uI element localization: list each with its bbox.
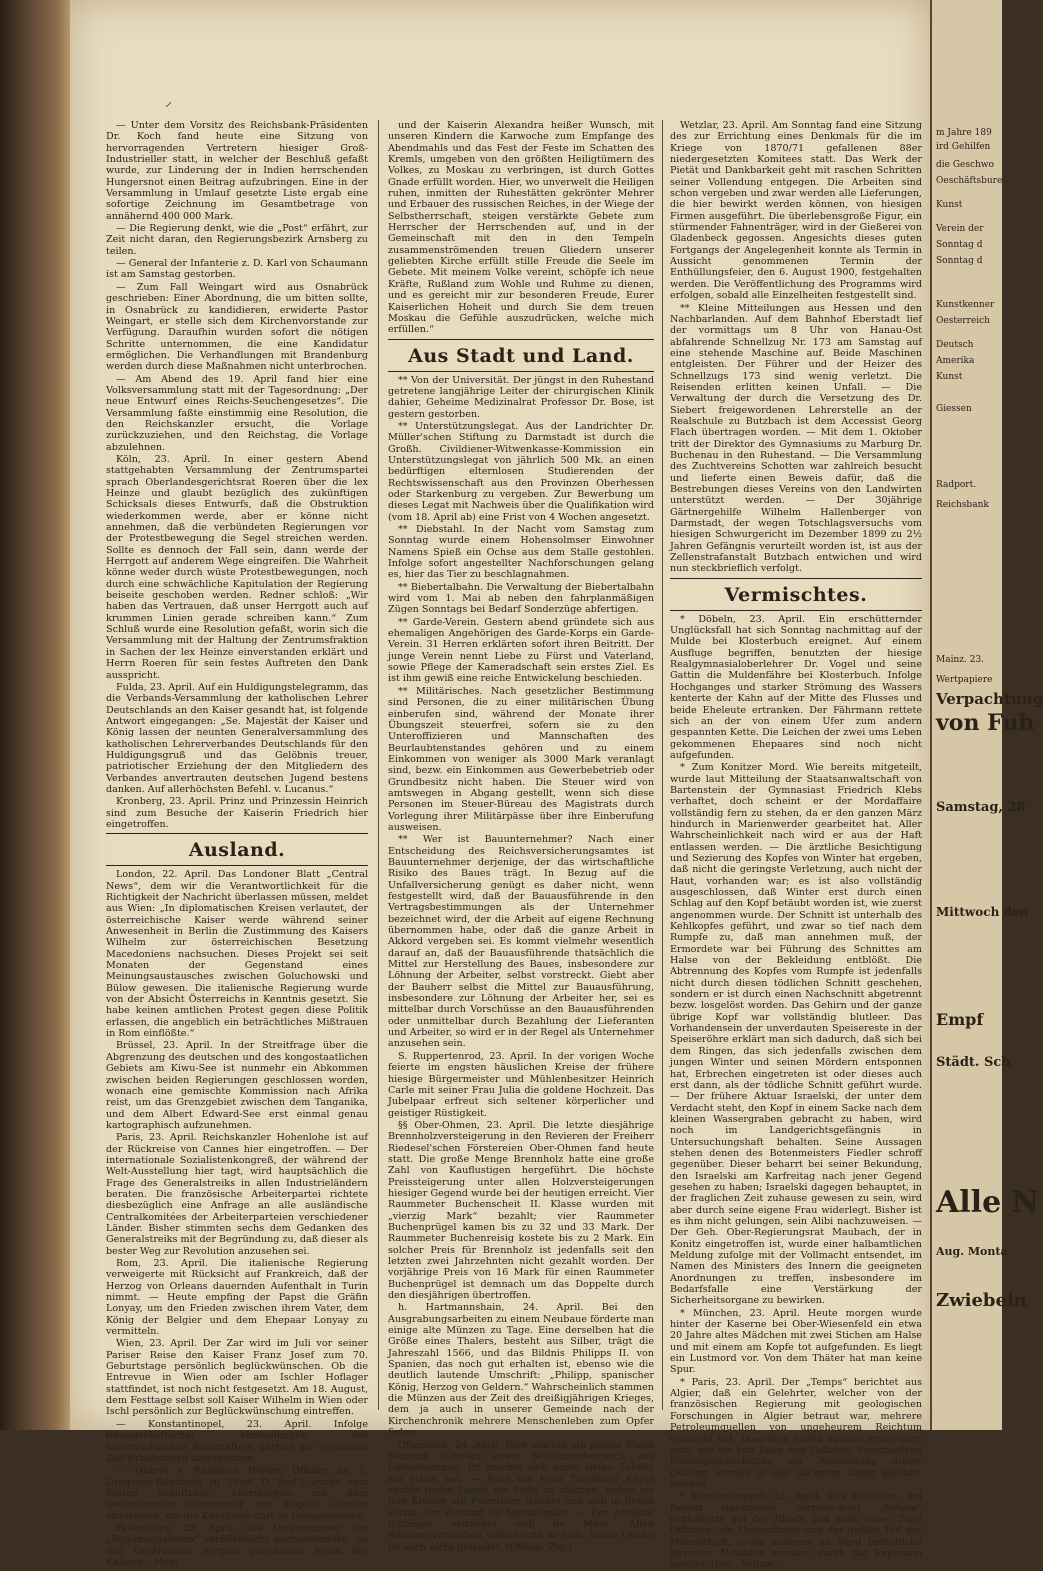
adjacent-page-text: Reichsbank <box>936 500 989 510</box>
article-paragraph: ** Garde-Verein. Gestern abend gründete sich aus ehemaligen Angehörigen des Garde-Korps ein Garde-Verein. 31 Herren erklärten sofort ihren Beitritt. Der junge Verein nennt Liebe zu Fürst und Vaterland, sowie Pflege der Kameradschaft sein erstes Ziel. Es ist ihm gewiß eine reiche Entwickelung beschieden. <box>388 616 654 685</box>
article-paragraph: Paris, 23. April. Reichskanzler Hohenlohe ist auf der Rückreise von Cannes hier eingetroffen. — Der internationale Sozialistenkongreß, der während der Welt-Ausstellung hier tagt, wird hauptsächlich die Frage des Generalstreiks in allen Industrieländern beraten. Die französische Arbeiterpartei richtete diesbezüglich eine Anfrage an alle ausländische Centralkomitées der Arbeiterparteien verschiedener Länder. Bisher stimmten sechs dem Gedanken des Generalstreiks mit der Begründung zu, daß dieser als bester Weg zur Revolution anzusehen sei. <box>106 1132 368 1257</box>
adjacent-page-text: m Jahre 189 <box>936 128 992 138</box>
article-paragraph: ** Wer ist Bauunternehmer? Nach einer Entscheidung des Reichsversicherungsamtes ist Bauunternehmer derjenige, der das wirtschaftliche Risiko des Baues trägt. In Bezug auf die Unfallversicherung genügt es daher nicht, wenn festgestellt wird, daß der Bauausführende in den Vertragsbestimmungen als der Unternehmer bezeichnet wird, der die Arbeit auf eigene Rechnung übernommen habe, oder daß die ganze Arbeit in Akkord vergeben sei. Es kommt vielmehr wesentlich darauf an, daß der Bauausführende thatsächlich die Mittel zur Herstellung des Baues, insbesondere zur Löhnung der Arbeiter, selbst vorstreckt. Giebt aber der Bauherr selbst die Mittel zur Bauausführung, insbesondere zur Löhnung der Arbeiter her, sei es mittelbar durch Vorschüsse an den Bauausführenden oder unmittelbar durch Bezahlung der Lieferanten und Arbeiter, so wird er in der Regel als Unternehmer anzusehen sein. <box>388 834 654 1050</box>
article-paragraph: Köln, 23. April. In einer gestern Abend stattgehabten Versammlung der Zentrumspartei sprach Oberlandesgerichtsrat Roeren über die lex Heinze und glaubt bezüglich des zukünftigen Schicksals dieses Entwurfs, daß die Obstruktion wiederkommen werde, aber er könne nicht annehmen, daß die verbündeten Regierungen vor der Protestbewegung die Segel streichen werden. Sollte es dennoch der Fall sein, dann werde der Herrgott auf anderem Wege eingreifen. Die Wahrheit könne weder durch wüste Protestbewegungen, noch durch eine schwächliche Kapitulation der Regierung beiseite geschoben werden. Redner schloß: „Wir haben das Vertrauen, daß unser Herrgott auch auf krummen Linien gerade schreiben kann.“ Zum Schluß wurde eine Resolution gefaßt, worin sich die Versammlung mit der Haltung der Zentrumsfraktion in Sachen der lex Heinze einverstanden erklärt und Herrn Roeren für sein festes Auftreten den Dank ausspricht. <box>106 453 368 681</box>
section-rule <box>670 610 922 611</box>
article-paragraph: Wien, 23. April. Der Zar wird im Juli vor seiner Pariser Reise den Kaiser Franz Josef zum 70. Geburtstage persönlich beglückwünschen. Ob die Entrevue in Wien oder am Ischler Hoflager stattfindet, ist noch nicht festgesetzt. Am 18. August, dem Festtage selbst soll Kaiser Wilhelm in Wien oder Ischl persönlich zur Beglückwünschung eintreffen. <box>106 1338 368 1418</box>
article-paragraph: * Döbeln, 23. April. Ein erschütternder Unglücksfall hat sich Sonntag nachmittag auf der Mulde bei Klosterbuch ereignet. Auf einem Ausfluge begriffen, benutzten der hiesige Realgymnasialoberlehrer Dr. Vogel und seine Gattin die Muldenfähre bei Klosterbuch. Infolge Hochganges und starker Strömung des Wassers kenterte der Kahn auf der Mitte des Flusses und beide Eheleute ertranken. Der Fährmann rettete sich an der von einem Ufer zum andern gespannten Kette. Die Leichen der zwei ums Leben gekommenen Ehepaares sind noch nicht aufgefunden. <box>670 613 922 761</box>
adjacent-page-heading: Samstag, 28 <box>936 800 1026 815</box>
article-paragraph: — Am Abend des 19. April fand hier eine Volksversammlung statt mit der Tagesordnung: „Der neue Entwurf eines Reichs-Seuchengesetzes“. Die Versammlung faßte einstimmig eine Resolution, die den Reichskanzler ersucht, die Vorlage zurückzuziehen, und den Reichstag, die Vorlage abzulehnen. <box>106 373 368 453</box>
adjacent-page-heading: Städt. Sch <box>936 1055 1011 1070</box>
article-paragraph: §§ Ober-Ohmen, 23. April. Die letzte diesjährige Brennholzversteigerung in den Revieren der Freiherr Riedesel'schen Förstereien Ober-Ohmen fand heute statt. Die große Menge Brennholz hatte eine große Zahl von Kauflustigen hergeführt. Die höchste Preissteigerung unter allen Holzversteigerungen hiesiger Gegend wurde bei der heutigen erreicht. Vier Raummeter Buchenscheit II. Klasse wurden mit „vierzig Mark“ bezahlt; vier Raummeter Buchenprügel kamen bis zu 32 und 33 Mark. Der Raummeter Buchenreisig kostete bis zu 2 Mark. Ein solcher Preis für Brennholz ist jedenfalls seit den letzten zwei Jahrzehnten nicht gezahlt worden. Der vorjährige Preis von 16 Mark für einen Raummeter Buchenprügel ist demnach um das Doppelte durch den diesjährigen übertroffen. <box>388 1119 654 1302</box>
adjacent-page-text: Kunstkenner <box>936 300 995 310</box>
book-spine <box>0 0 70 1430</box>
article-paragraph: Offenbach, 24. April. Hier machte ein junger Mann Namens Schwarz einen Selbstmordversuch aus Liebeskummer. Er brachte sich einen tiefen Schnitt am Halse bei. — Auch die Frau Taglöhner Küpel suchte ihrem Leben ein Ende zu machen, indem sie ihre Kleider mit Petroleum tränkte und sich in Brand setzte. Ihr Zustand ist hoffnungslos. — Der Arbeiter Ritzinger ertränkte sich im Main. Allen Rettungsversuchen widersetzte er sich. Seine Leiche ist noch nicht geländet. (Offenb. Ztg.) <box>388 1439 654 1553</box>
column-rule-2 <box>662 120 663 1410</box>
adjacent-page-text: die Geschwo <box>936 160 994 170</box>
adjacent-page-text: Kunst <box>936 372 963 382</box>
article-paragraph: * Zum Konitzer Mord. Wie bereits mitgeteilt, wurde laut Mitteilung der Staatsanwaltschaft von Bartenstein der Gymnasiast Friedrich Klebs verhaftet, doch scheint er der Mordaffaire vollständig fern zu stehen, da er den ganzen März hindurch in Marienwerder gearbeitet hat. Aller Wahrscheinlichkeit nach wird er aus der Haft entlassen werden. — Die ärztliche Besichtigung und Sezierung des Kopfes von Winter hat ergeben, daß nicht die geringste Verletzung, auch nicht der Haut, vorhanden war; es ist also vollständig ausgeschlossen, daß Winter erst durch einen Schlag auf den Kopf betäubt worden ist, wie zuerst angenommen wurde. Der Schnitt ist unterhalb des Kehlkopfes geführt, und zwar so tief nach dem Rumpfe zu, daß man annehmen muß, der Ermordete war bei Führung des Schnittes am Halse von der Bekleidung entblößt. Die Abtrennung des Kopfes vom Rumpfe ist jedenfalls nicht durch diesen tödlichen Schnitt geschehen, sondern er ist durch einen Nachschnitt abgetrennt bezw. losgelöst worden. Das Gehirn und der ganze übrige Kopf war vollständig blutleer. Das Vorhandensein der unverdauten Speisereste in der Speiseröhre erklärt man sich dadurch, daß sich bei dem Ringen, das sich jedenfalls zwischen dem jungen Winter und seinen Mördern entsponnen hat, Erbrechen eingetreten ist oder dieses auch erst dann, als der tödliche Schnitt geführt wurde. — Der frühere Aktuar Israelski, der unter dem Verdacht steht, den Kopf in einem Sacke nach dem kleinen Wassergraben gebracht zu haben, wird noch im Landgerichtsgefängnis in Untersuchungshaft behalten. Seine Aussagen stehen denen des Botenmeisters Fiedler schroff gegenüber. Dieser beharrt bei seiner Bekundung, den Israelski am Karfreitag nach jener Gegend gesehen zu haben; Israelski dagegen behauptet, in der fraglichen Zeit zuhause gewesen zu sein, wird aber durch seine eigene Frau widerlegt. Bisher ist es ihm nicht gelungen, sein Alibi nachzuweisen. — Der Geh. Ober-Regierungsrat Maubach, der in Konitz eingetroffen ist, wurde einer halbamtlichen Meldung zufolge mit der Vollmacht entsendet, im Namen des Ministers des Innern die geeigneten Anordnungen zu treffen, insbesondere im Bedarfsfalle eine Verstärkung der Sicherheitsorgane zu bewirken. <box>670 762 922 1307</box>
article-paragraph: — Zum Fall Weingart wird aus Osnabrück geschrieben: Einer Abordnung, die um bitten sollte, in Osnabrück zu kandidieren, erwiderte Pastor Weingart, er stelle sich dem Kirchenvorstande zur Verfügung. Daraufhin wurden sofort die nötigen Schritte unternommen, die eine Kandidatur ermöglichen. Die Verhandlungen mit Brandenburg werden durch diese Maßnahmen nicht unterbrochen. <box>106 281 368 373</box>
column-right <box>670 120 922 1571</box>
section-rule <box>670 578 922 579</box>
article-paragraph: und der Kaiserin Alexandra heißer Wunsch, mit unseren Kindern die Karwoche zum Empfange des Abendmahls und das Fest der Feste im Schatten des Kremls, umgeben von den größten Heiligtümern des Volkes, zu Moskau zu verbringen, ist durch Gottes Gnade erfüllt worden. Hier, wo unverwelt die Heiligen ruhen, inmitten der Ruhestätten gekrönter Mehrer und Erbauer des russischen Reiches, in der Wiege der Selbstherrschaft, steigen verstärkte Gebete zum Herrscher der Herrschenden auf, und in der Gemeinschaft mit den in den Tempeln zusammenströmenden treuen Gliedern unserer geliebten Kirche erfüllt stille Freude die Seele im Gebete. Mit meinem Volke vereint, schöpfe ich neue Kräfte, Rußland zum Wohle und Ruhme zu dienen, und es gereicht mir zur besonderen Freude, Eurer Kaiserlichen Hoheit und durch Sie dem treuen Moskau die Gefühle auszudrücken, welche mich erfüllen.“ <box>388 120 654 336</box>
article-paragraph: Kronberg, 23. April. Prinz und Prinzessin Heinrich sind zum Besuche der Kaiserin Friedrich hier eingetroffen. <box>106 796 368 830</box>
adjacent-page-text: Oeschäftsbure <box>936 176 1003 186</box>
article-paragraph: — General der Infanterie z. D. Karl von Schaumann ist am Samstag gestorben. <box>106 258 368 281</box>
adjacent-page-text: Sonntag d <box>936 256 983 266</box>
adjacent-page-text: Radport. <box>936 480 977 490</box>
section-rule <box>388 371 654 372</box>
article-paragraph: ** Kleine Mitteilungen aus Hessen und den Nachbarlanden. Auf dem Bahnhof Eberstadt lief der vormittags um 8 Uhr von Hanau-Ost abfahrende Schnellzug Nr. 173 am Samstag auf eine stehende Maschine auf. Beide Maschinen entgleisten. Der Führer und der Heizer des Schnellzugs 173 sind wenig verletzt. Die Reisenden erlitten keinen Unfall. — Die Verwaltung der durch die Versetzung des Dr. Siebert freigewordenen Lehrerstelle an der Realschule zu Butzbach ist dem Accessist Georg Flach übertragen worden. — Mit dem 1. Oktober tritt der Direktor des Gymnasiums zu Marburg Dr. Buchenau in den Ruhestand. — Die Versammlung des Zuchtvereins Schotten war zahlreich besucht und lieferte einen Beweis dafür, daß die Bestrebungen dieses Vereins von den Landwirten unterstützt werden. — Der 30jährige Gärtnergehilfe Wilhelm Hallenberger von Darmstadt, der wegen Totschlagsversuchs vom hiesigen Schwurgericht im Dezember 1899 zu 2½ Jahren Gefängnis verurteilt worden ist, ist aus der Zellenstrafanstalt Butzbach entwichen und wird nun steckbrieflich verfolgt. <box>670 302 922 575</box>
adjacent-page-text: Mainz. 23. <box>936 655 985 665</box>
column-rule-1 <box>378 120 379 1410</box>
article-paragraph: h. Hartmannshain, 24. April. Bei den Ausgrabungsarbeiten zu einem Neubaue förderte man einige alte Münzen zu Tage. Eine derselben hat die Größe eines Thalers, besteht aus Silber, trägt die Jahreszahl 1566, und das Bildnis Philipps II. von Spanien, das noch gut erhalten ist, ebenso wie die deutlich lautende Umschrift: „Philipp, spanischer König, Herzog von Geldern.“ Wahrscheinlich stammen die Münzen aus der Zeit des dreißigjährigen Krieges, dem ja auch in unserer Gemeinde nach der Kirchenchronik mehrere Menschenleben zum Opfer fielen. <box>388 1302 654 1439</box>
article-paragraph: Rom, 23. April. Die italienische Regierung verweigerte mit Rücksicht auf Frankreich, daß der Herzog von Orleans dauernden Aufenthalt in Turin nimmt. — Heute empfing der Papst die Gräfin Lonyay, um den Frieden zwischen ihrem Vater, dem König der Belgier und dem Ehepaar Lonyay zu vermitteln. <box>106 1258 368 1338</box>
article-paragraph: * Paris, 23. April. Der „Temps“ berichtet aus Algier, daß ein Gelehrter, welcher von der französischen Regierung mit geologischen Forschungen in Algier betraut war, mehrere Petroleumquellen von ungeheurem Reichtum entdeckt hat. Dieselben sollen ebenso ertragreich sein, wie die von Baku und Galizien. Verschiedene Finanzgesellschaften zur Ausbeutung dieser Quellen werden in den nächsten Tagen gebildet werden. <box>670 1376 922 1490</box>
adjacent-page-text: Giessen <box>936 404 972 414</box>
section-rule <box>106 833 368 834</box>
adjacent-page-text: Kunst <box>936 200 963 210</box>
article-paragraph: Petersburg, 23. April. Die Osternummer des „Regierungsboten“ veröffentlicht nachstehenden, an den Großfürsten Sergius gerichteten Erlaß des Kaisers: „Mein <box>106 1522 368 1568</box>
article-paragraph: ** Von der Universität. Der jüngst in den Ruhestand getretene langjährige Leiter der chirurgischen Klinik dahier, Geheime Medizinalrat Professor Dr. Bose, ist gestern gestorben. <box>388 374 654 420</box>
article-paragraph: * München, 23. April. Heute morgen wurde hinter der Kaserne bei Ober-Wiesenfeld ein etwa 20 Jahre altes Mädchen mit zwei Stichen am Halse und mit einem am Kopfe tot aufgefunden. Es liegt ein Lustmord vor. Von dem Thäter hat man keine Spur. <box>670 1307 922 1376</box>
adjacent-page-heading: Zwiebeln <box>936 1290 1027 1311</box>
adjacent-page-heading: Empf <box>936 1010 984 1029</box>
article-paragraph: London, 22. April. Das Londoner Blatt „Central News“, dem wir die Verantwortlichkeit für die Richtigkeit der Nachricht überlassen müssen, meldet aus Wien: „In diplomatischen Kreisen verlautet, der österreichische Kaiser werde während seiner Anwesenheit in Berlin die Zustimmung des Kaisers Wilhelm zur österreichischen Besetzung Macedoniens nachsuchen. Dieses Projekt sei seit Monaten der Gegenstand eines Meinungsaustausches zwischen Goluchowski und Bülow gewesen. Die italienische Regierung wurde von der Absicht Österreichs in Kenntnis gesetzt. Sie habe keinen amtlichen Protest gegen diese Politik erlassen, die angeblich ein beträchtliches Mißtrauen in Rom einflößte.“ <box>106 869 368 1040</box>
newspaper-page <box>70 0 930 1571</box>
adjacent-page-text: Oesterreich <box>936 316 990 326</box>
article-paragraph: — Unter dem Vorsitz des Reichsbank-Präsidenten Dr. Koch fand heute eine Sitzung von hervorragenden Vertretern hiesiger Groß-Industrieller statt, in welcher der Beschluß gefaßt wurde, zur Linderung der in Indien herrschenden Hungersnot einen Beitrag aufzubringen. Eine in der Versammlung in Umlauf gesetzte Liste ergab eine sofortige Zeichnung im Gesamtbetrage von annähernd 400 000 Mark. <box>106 120 368 222</box>
article-paragraph: — Konstantinopel, 23. April. Infolge freundschaftlicher Vorstellungen des österreichischen Botschafters dürften die geplanten Zoll-Erhöhungen unterbleiben. <box>106 1418 368 1464</box>
section-rule <box>106 865 368 866</box>
adjacent-page-text: Verein der <box>936 224 984 234</box>
adjacent-page-heading: Aug. Monta <box>936 1245 1008 1258</box>
adjacent-page-heading: Mittwoch den <box>936 905 1029 919</box>
section-header-vermischtes: Vermischtes. <box>724 583 868 606</box>
article-paragraph: ** Unterstützungslegat. Aus der Landrichter Dr. Müller'schen Stiftung zu Darmstadt ist durch die Großh. Civildiener-Witwenkasse-Kommission ein Unterstützungslegat von jährlich 500 Mk. an einen bedürftigen elternlosen Studierenden der Rechtswissenschaft aus den Provinzen Oberhessen oder Starkenburg zu vergeben. Zur Bewerbung um dieses Legat mit Nachweis über die Qualifikation wird (vom 18. April ab) eine Frist von 4 Wochen angesetzt. <box>388 420 654 523</box>
column-left <box>106 120 368 1568</box>
section-rule <box>388 339 654 340</box>
article-paragraph: Wetzlar, 23. April. Am Sonntag fand eine Sitzung des zur Errichtung eines Denkmals für die im Kriege von 1870/71 gefallenen 88er niedergesetzten Komitees statt. Das Werk der Pietät und Dankbarkeit geht mit raschen Schritten seiner Vollendung entgegen. Die Arbeiten sind schon vergeben und zwar werden alle Lieferungen, die hier bewirkt werden können, von hiesigen Firmen ausgeführt. Die überlebensgroße Figur, ein stürmender Fahnenträger, wird in der Gießerei von Gladenbeck gegossen. Angesichts dieses guten Fortgangs der Angelegenheit konnte als Termin in Aussicht genommenen Termin der Enthüllungsfeier, den 6. August 1900, festgehalten werden. Die Veröffentlichung des Programms wird erfolgen, sobald alle Einzelheiten festgestellt sind. <box>670 120 922 302</box>
article-paragraph: ** Diebstahl. In der Nacht vom Samstag zum Sonntag wurde einem Hohensolmser Einwohner Namens Spieß ein Ochse aus dem Stalle gestohlen. Infolge sofort angestellter Nachforschungen gelang es, hier das Tier zu beschlagnahmen. <box>388 524 654 581</box>
article-paragraph: ** Militärisches. Nach gesetzlicher Bestimmung sind Personen, die zu einer militärischen Übung einberufen sind, während der Monate ihrer Übungszeit steuerfrei, sofern sie zu den Unteroffizieren und Mannschaften des Beurlaubtenstandes gehören und zu einem Einkommen von weniger als 3000 Mark veranlagt sind, bezw. ein Einkommen aus Gewerbebetrieb oder Grundbesitz nicht haben. Die Steuer wird von amtswegen in Abgang gestellt, wenn sich diese Personen im Steuer-Büreau des Magistrats durch Vorlegung ihrer Militärpässe über ihre Einberufung ausweisen. <box>388 685 654 833</box>
adjacent-page-heading: Alle N <box>936 1185 1040 1220</box>
article-paragraph: * Konstantinopel, 23. April. Das türkische, bei Beyrut stationierte Torpedo-Boot „Seham“ explodierte auf der Rhede und sank unter. Zwei Offiziere, ein Unteroffizier und der größte Teil der Mannschaft, sowie mehrere an Bord befindliche Beyruter Notablen wurden durch die Explosion getötet. (Der „Seham“ <box>670 1491 922 1571</box>
article-paragraph: Fulda, 23. April. Auf ein Huldigungstelegramm, das die Verbands-Versammlung der katholischen Lehrer Deutschlands an den Kaiser gesandt hat, ist folgende Antwort eingegangen: „Se. Majestät der Kaiser und König lassen der neunten Generalversammlung des katholischen Lehrerverbandes Deutschlands für den Huldigungsgruß und das Gelöbnis treuer, patriotischer Erziehung der den Mitgliedern des Verbandes anvertrauten deutschen Jugend bestens danken. Auf allerhöchsten Befehl. v. Lucanus.“ <box>106 681 368 795</box>
article-paragraph: S. Ruppertenrod, 23. April. In der vorigen Woche feierte im engsten häuslichen Kreise der frühere hiesige Bürgermeister und Mühlenbesitzer Heinrich Carle mit seiner Frau Julia die goldene Hochzeit. Das Jubelpaar erfreut sich seltener körperlicher und geistiger Rüstigkeit. <box>388 1050 654 1119</box>
adjacent-page-text: Wertpapiere <box>936 675 993 685</box>
section-header-ausland: Ausland. <box>188 839 286 862</box>
adjacent-page-text: Deutsch <box>936 340 974 350</box>
article-paragraph: Brüssel, 23. April. In der Streitfrage über die Abgrenzung des deutschen und des kongostaatlichen Gebiets am Kiwu-See ist nunmehr ein Abkommen zwischen beiden Regierungen geschlossen worden, wonach eine gemischte Kommission nach Afrika reist, um das Grenzgebiet zwischen dem Tanganika, und dem Albert Edward-See erst einmal genau kartographisch aufzunehmen. <box>106 1040 368 1131</box>
article-paragraph: — Die Regierung denkt, wie die „Post“ erfährt, zur Zeit nicht daran, den Regierungsbezirk Arnsberg zu teilen. <box>106 223 368 257</box>
column-middle <box>388 120 654 1553</box>
article-paragraph: — Oberst v. Rüdgisch (bisher Offizier im 1. Dragoner-Regiment zu Tilsit. D. Red.) wurde vom Sultan beauftragt, übermorgen mit dem neuernannten Gouverneur von Tripolis dorthin abzureisen, um die Kavallerie dort zu reorganisieren. <box>106 1465 368 1522</box>
adjacent-page-text: ird Gehilfen <box>936 142 991 152</box>
pencil-mark: ⸍ <box>165 100 172 116</box>
adjacent-page-edge <box>930 0 1043 1430</box>
adjacent-page-heading: von Fuh <box>936 710 1035 736</box>
adjacent-page-heading: Verpachtung <box>936 690 1043 708</box>
section-header-aus-stadt-und-land: Aus Stadt und Land. <box>408 344 634 367</box>
adjacent-page-text: Sonntag d <box>936 240 983 250</box>
adjacent-page-text: Amerika <box>936 356 975 366</box>
article-paragraph: ** Biebertalbahn. Die Verwaltung der Biebertalbahn wird vom 1. Mai ab neben den fahrplanmäßigen Zügen Sonntags bei Bedarf Sonderzüge abfertigen. <box>388 581 654 616</box>
